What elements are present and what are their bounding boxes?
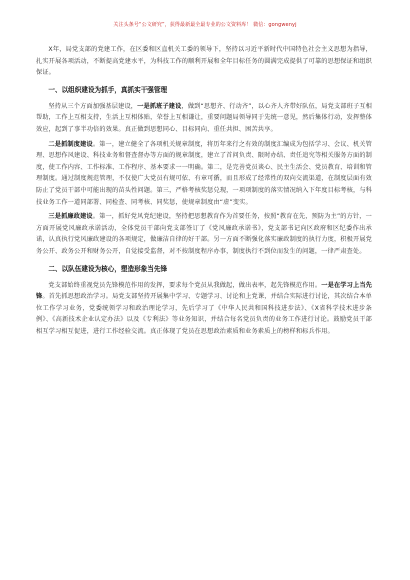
body-paragraph: 坚持从三个方面加强基层建设，一是抓班子建设，做到“思想齐、行动齐”，以心齐人齐带好队伍，局党支部班子互相帮助，工作上互相支持，生活上互相体贴，荣誉上互相谦让，重要问题局领导同于先统一意见，然后集体行动，发挥整体效应，起到了事半功倍的效果。真正做到思想同心、目标同向、重任共担、困苦共享。 (36, 102, 372, 133)
document-body (36, 44, 372, 337)
header-banner: 关注头条号“公文研究”，获得最新最全最专业的公文资料库！ 微信：gongwenyj (113, 22, 297, 28)
bold-emphasis: 二是抓制度建设 (48, 140, 93, 148)
body-paragraph: 二是抓制度建设。第一，建立健全了各项机关规章制度，将历年来行之有效的制度汇编成为包括学习、会议、机关管理、思想作风建设、科技业务和督查督办等方面的规章制度，建立了首问负责、限时办结、责任追究等相关服务方面的制度，使工作内容、工作标准、工作程序、基本要求一一明确。第二，是完善党员谈心、民主生活会、党员教育、培训和管理制度。通过制度规范管理，不仅使广大党员有规可依、有章可循，而且形成了经常性的双向交流渠道，在制度层面有效防止了党员干部中可能出现的苗头性问题。第三，严格考核奖惩兑现，一项项制度的落实情况纳入下年度目标考核，与科技业务工作一道同部署、同检查、同考核、同奖惩，使规章制度由“虚”变实。 (36, 140, 372, 206)
bold-emphasis: 三是抓廉政建设 (48, 213, 93, 221)
body-paragraph: 三是抓廉政建设。第一，抓好党风党纪建设，坚持把思想教育作为首要任务，按照“教育在先，预防为主”的方针，一方面开展党风廉政承诺活动，全体党员干部向党支部签订了《党风廉政承诺书》，党支部书记向区政府和区纪委作出承诺，认真执行党风廉政建设的各项规定，做廉洁自律的好干部。另一方面不断强化落实廉政制度的执行力度，积极开展党务公开、政务公开和财务公开，自觉接受监督，对不按制度程序办事，制度执行不到位而发生的问题，一律严肃查处。 (36, 213, 372, 255)
bold-emphasis: 一是在学习上当先锋 (36, 281, 373, 301)
body-paragraph: 党支部始终重视党员先锋模范作用的发挥，要求每个党员从我做起，做出表率，起先锋模范作用。一是在学习上当先锋。首先抓思想政治学习。局党支部坚持开展集中学习、专题学习、讨论和上党课，并结合实际进行讨论，其次结合本单位工作学习业务，党委统领学习和政治理论学习，先后学习了《中华人民共和国科技进步法》、《X省科学技术进步条例》、《高新技术企业认定办法》以及《专利法》等业务知识，并结合每名党员负责的业务工作进行讨论。鼓励党员干部相互学习相互促进，进行工作经验交流。真正体现了党员在思想政治素质和业务素质上的榜样和标兵作用。 (36, 281, 373, 335)
bold-emphasis: 一是抓班子建设 (137, 102, 182, 110)
section-heading-2: 二、以队伍建设为核心，塑造形象当先锋 (48, 264, 168, 273)
section-heading-1: 一、以组织建设为抓手，真抓实干强管理 (48, 85, 168, 94)
intro-paragraph: X年，局党支部的党建工作，在区委和区直机关工委的领导下，坚持以习近平新时代中国特色社会主义思想为指导，扎实开展各项活动，不断提高党建水平，为科技工作的顺利开展和全年目标任务的圆满完成提供了可靠的思想保证和组织保证。 (36, 46, 372, 77)
